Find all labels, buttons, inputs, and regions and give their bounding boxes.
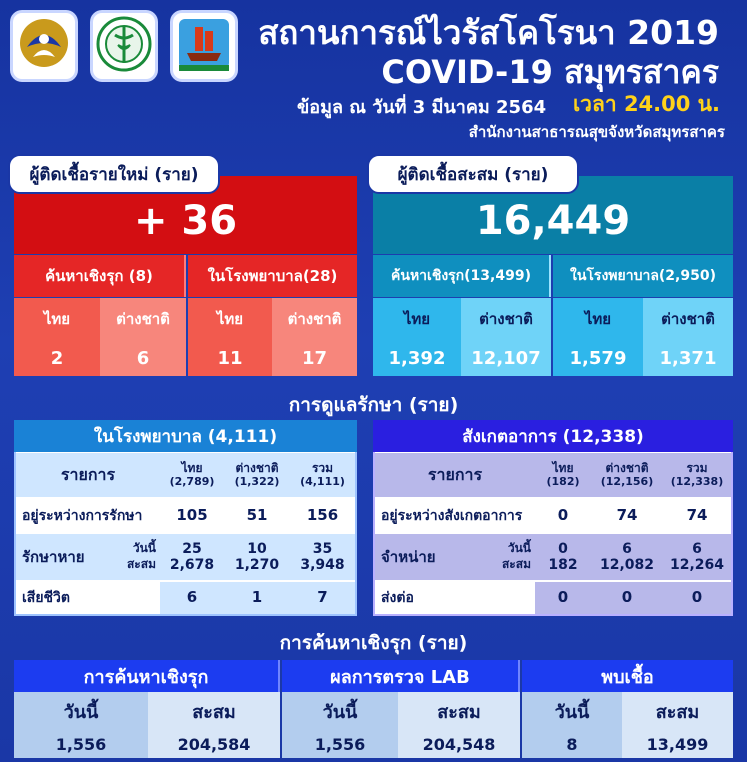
cum-hosp-foreign-value: 1,371 xyxy=(643,340,733,376)
obs-row-discharged-label xyxy=(375,534,535,580)
cum-hosp-thai-value: 1,579 xyxy=(553,340,643,376)
obs-row-referred-label: ส่งต่อ xyxy=(375,582,535,614)
hosp-recovered-cum-total: 3,948 xyxy=(300,557,345,573)
obs-discharged-today-total: 6 xyxy=(692,540,702,557)
cum-hosp-foreign-label: ต่างชาติ xyxy=(643,298,733,340)
search-block-1-title: การค้นหาเชิงรุก xyxy=(14,660,280,692)
obs-discharged-title: จำหน่าย xyxy=(381,548,436,566)
obs-col-thai xyxy=(535,453,591,497)
hosp-recovered-today-total: 35 xyxy=(312,540,333,557)
hosp-recovered-cum-foreign: 1,270 xyxy=(234,557,280,573)
new-active-thai-label: ไทย xyxy=(14,298,100,340)
search-block-1-today: 1,556 xyxy=(14,730,148,758)
obs-cum-label: สะสม xyxy=(501,557,531,571)
obs-observing-thai: 0 xyxy=(557,506,569,525)
obs-col-total-count: (12,338) xyxy=(670,474,724,488)
hosp-treating-foreign: 51 xyxy=(246,506,268,525)
hosp-recovered-total xyxy=(290,534,355,580)
search-block-3-today-label: วันนี้ xyxy=(522,692,622,730)
obs-referred-total: 0 xyxy=(663,582,731,614)
obs-discharged-cum-thai: 182 xyxy=(548,557,578,573)
ministry-public-health-logo xyxy=(90,10,158,82)
hosp-col-thai xyxy=(160,453,224,497)
new-hosp-thai-value: 11 xyxy=(188,340,272,376)
obs-col-total xyxy=(663,453,731,497)
hosp-recovered-today-foreign: 10 xyxy=(247,540,267,557)
hospital-table-title: ในโรงพยาบาล (4,111) xyxy=(14,420,357,452)
new-hospital-header: ในโรงพยาบาล(28) xyxy=(188,255,357,297)
obs-today-label: วันนี้ xyxy=(507,541,531,556)
search-block-2-title: ผลการตรวจ LAB xyxy=(282,660,520,692)
new-active-foreign-value: 6 xyxy=(100,340,186,376)
cum-active-thai-value: 1,392 xyxy=(373,340,461,376)
hosp-col-foreign-label: ต่างชาติ xyxy=(235,460,279,475)
page-subtitle: COVID-19 สมุทรสาคร xyxy=(381,53,719,91)
obs-discharged-today-foreign: 6 xyxy=(622,540,632,557)
hosp-recovered-today-thai: 25 xyxy=(182,540,202,557)
caduceus-icon xyxy=(93,13,155,79)
hosp-col-thai-label: ไทย xyxy=(181,460,203,475)
search-block-2-today-label: วันนี้ xyxy=(282,692,398,730)
hosp-recovered-sublabels xyxy=(127,541,160,572)
hosp-recovered-cum-thai: 2,678 xyxy=(169,557,215,573)
obs-discharged-thai xyxy=(535,534,591,580)
hosp-today-label: วันนี้ xyxy=(132,541,156,556)
search-section-title: การค้นหาเชิงรุก (ราย) xyxy=(279,632,468,654)
obs-observing-total: 74 xyxy=(686,506,708,525)
cum-active-thai-label: ไทย xyxy=(373,298,461,340)
search-block-3-cum-label: สะสม xyxy=(622,692,733,730)
hosp-recovered-title: รักษาหาย xyxy=(22,548,85,566)
obs-col-foreign-label: ต่างชาติ xyxy=(605,460,649,475)
obs-col-foreign xyxy=(591,453,663,497)
search-block-2-cum-label: สะสม xyxy=(398,692,520,730)
new-cases-total: + 36 xyxy=(133,198,238,244)
obs-referred-thai: 0 xyxy=(535,582,591,614)
hosp-death-thai: 6 xyxy=(160,582,224,614)
obs-col-thai-count: (182) xyxy=(546,474,580,488)
hosp-row-death-label: เสียชีวิต xyxy=(16,582,160,614)
samut-sakhon-seal-logo xyxy=(170,10,238,82)
hosp-treating-thai: 105 xyxy=(176,506,208,525)
obs-col-foreign-count: (12,156) xyxy=(600,474,654,488)
hosp-recovered-thai xyxy=(160,534,224,580)
cum-hosp-thai-label: ไทย xyxy=(553,298,643,340)
obs-discharged-cum-foreign: 12,082 xyxy=(599,557,655,573)
cum-active-foreign-value: 12,107 xyxy=(461,340,551,376)
hosp-col-total-count: (4,111) xyxy=(300,474,345,488)
hosp-col-foreign xyxy=(224,453,290,497)
new-active-foreign-label: ต่างชาติ xyxy=(100,298,186,340)
obs-col-total-label: รวม xyxy=(686,460,708,475)
care-section-title: การดูแลรักษา (ราย) xyxy=(288,394,459,416)
obs-row-observing-label: อยู่ระหว่างสังเกตอาการ xyxy=(375,500,535,532)
obs-col-item: รายการ xyxy=(375,453,535,497)
hosp-col-item: รายการ xyxy=(16,453,160,497)
hosp-col-foreign-count: (1,322) xyxy=(234,474,280,488)
search-block-1-cum-label: สะสม xyxy=(148,692,280,730)
garuda-emblem-icon xyxy=(13,13,75,79)
office-name: สำนักงานสาธารณสุขจังหวัดสมุทรสาคร xyxy=(468,123,725,141)
report-date: ข้อมูล ณ วันที่ 3 มีนาคม 2564 xyxy=(297,97,547,118)
report-time: เวลา 24.00 น. xyxy=(573,92,721,116)
hosp-row-treating-label: อยู่ระหว่างการรักษา xyxy=(16,500,160,532)
search-block-3-cum: 13,499 xyxy=(622,730,733,758)
new-hosp-thai-label: ไทย xyxy=(188,298,272,340)
obs-discharged-foreign xyxy=(591,534,663,580)
obs-referred-foreign: 0 xyxy=(591,582,663,614)
search-block-1-cum: 204,584 xyxy=(148,730,280,758)
hosp-cum-label: สะสม xyxy=(126,557,156,571)
obs-observing-foreign: 74 xyxy=(616,506,638,525)
cum-hospital-header: ในโรงพยาบาล(2,950) xyxy=(553,255,733,297)
new-cases-label: ผู้ติดเชื้อรายใหม่ (ราย) xyxy=(8,154,220,194)
hosp-death-foreign: 1 xyxy=(224,582,290,614)
cum-active-foreign-label: ต่างชาติ xyxy=(461,298,551,340)
page-title: สถานการณ์ไวรัสโคโรนา 2019 xyxy=(258,13,719,52)
hosp-death-total: 7 xyxy=(290,582,355,614)
obs-col-thai-label: ไทย xyxy=(552,460,574,475)
junk-ship-icon xyxy=(173,13,235,79)
obs-discharged-sublabels xyxy=(502,541,535,572)
new-hosp-foreign-label: ต่างชาติ xyxy=(272,298,357,340)
hosp-recovered-foreign xyxy=(224,534,290,580)
new-active-thai-value: 2 xyxy=(14,340,100,376)
hosp-col-total xyxy=(290,453,355,497)
search-block-2-cum: 204,548 xyxy=(398,730,520,758)
search-block-1-today-label: วันนี้ xyxy=(14,692,148,730)
cum-active-search-header: ค้นหาเชิงรุก(13,499) xyxy=(373,255,551,297)
hosp-col-thai-count: (2,789) xyxy=(169,474,215,488)
hosp-row-recovered-label xyxy=(16,534,160,580)
hosp-treating-total: 156 xyxy=(306,506,339,525)
province-seal-logo xyxy=(10,10,78,82)
obs-discharged-total xyxy=(663,534,731,580)
obs-discharged-cum-total: 12,264 xyxy=(669,557,725,573)
hosp-col-total-label: รวม xyxy=(311,460,334,475)
search-block-3-title: พบเชื้อ xyxy=(522,660,733,692)
cumulative-total: 16,449 xyxy=(475,198,631,244)
obs-discharged-today-thai: 0 xyxy=(558,540,568,557)
search-block-2-today: 1,556 xyxy=(282,730,398,758)
new-active-search-header: ค้นหาเชิงรุก (8) xyxy=(14,255,186,297)
new-hosp-foreign-value: 17 xyxy=(272,340,357,376)
search-block-3-today: 8 xyxy=(522,730,622,758)
cumulative-label: ผู้ติดเชื้อสะสม (ราย) xyxy=(367,154,579,194)
observe-table-title: สังเกตอาการ (12,338) xyxy=(373,420,733,452)
